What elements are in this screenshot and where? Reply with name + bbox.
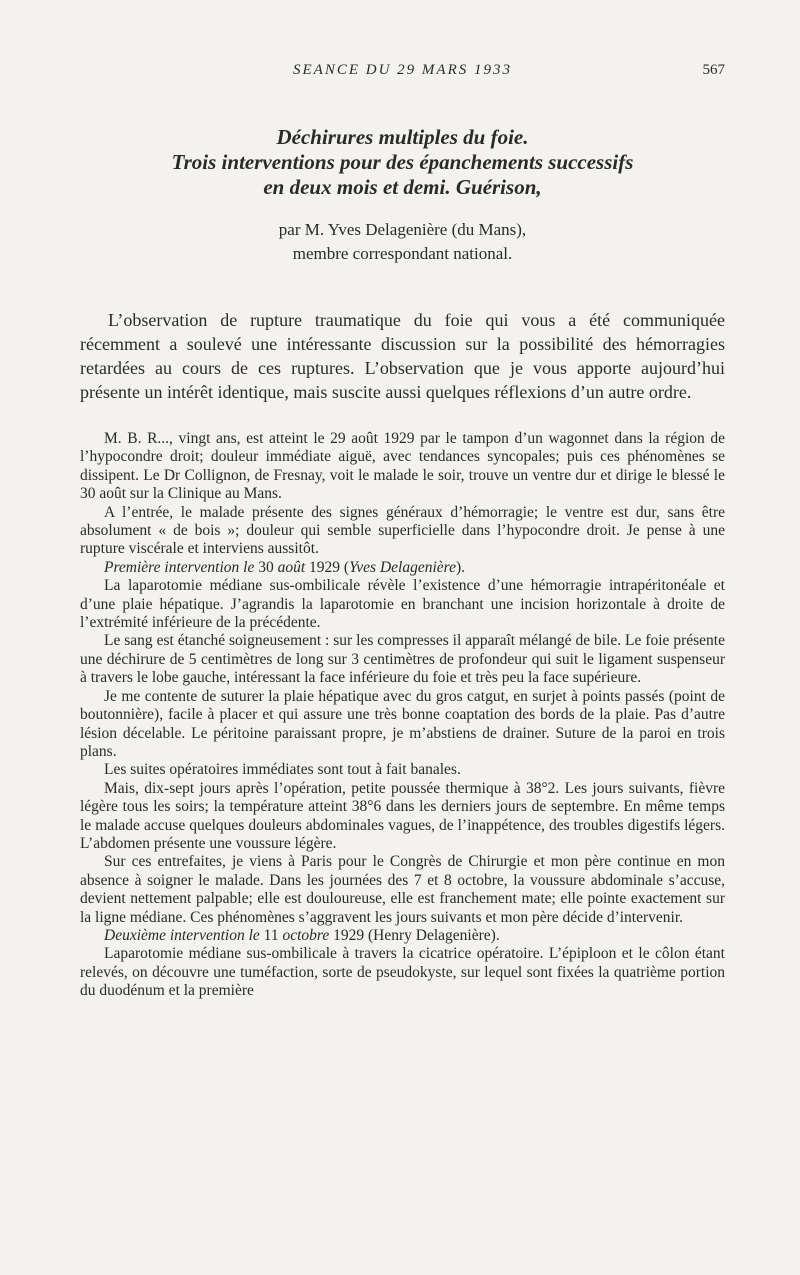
section-author: (Henry Delagenière). xyxy=(368,926,500,944)
title-line-3: en deux mois et demi. Guérison, xyxy=(263,175,542,199)
body-paragraph: Laparotomie médiane sus-ombilicale à travers la cicatrice opératoire. L’épiploon et le côlon étant relevés, on découvre une tuméfaction, sorte de pseudokyste, sur lequel sont fixées la quatrième portion du duodénum et la première xyxy=(80,945,725,1000)
section-heading-first-intervention xyxy=(80,559,725,577)
body-paragraph: M. B. R..., vingt ans, est atteint le 29 août 1929 par le tampon d’un wagonnet dans la région de l’hypocondre droit; douleur immédiate aiguë, avec tendances syncopales; puis ces phénomènes se dissipent. Le Dr Collignon, de Fresnay, voit le malade le soir, trouve un ventre dur et dirige le blessé le 30 août sur la Clinique au Mans. xyxy=(80,430,725,503)
article-body xyxy=(80,430,725,1001)
article-title xyxy=(80,125,725,200)
title-line-2: Trois interventions pour des épanchements successifs xyxy=(171,150,634,174)
running-title: SEANCE DU 29 MARS 1933 xyxy=(293,62,512,78)
body-paragraph: Les suites opératoires immédiates sont tout à fait banales. xyxy=(104,761,461,779)
section-year: 1929 xyxy=(333,926,365,944)
body-paragraph: A l’entrée, le malade présente des signes généraux d’hémorragie; le ventre est dur, sans être absolument « de bois »; douleur qui semble superficielle dans l’hypocondre droit. Je pense à une rupture viscérale et interviens aussitôt. xyxy=(80,503,725,558)
author-byline xyxy=(80,218,725,266)
body-paragraph: Sur ces entrefaites, je viens à Paris pour le Congrès de Chirurgie et mon père continue en mon absence à soigner le malade. Dans les journées des 7 et 8 octobre, la voussure abdominale s’accuse, devient nettement palpable; elle est douloureuse, elle est franchement mate; elle pointe exactement sur la ligne médiane. Ces phénomènes s’aggravent les jours suivants et mon père décide d’intervenir. xyxy=(80,853,725,926)
section-date: 30 xyxy=(258,558,274,576)
author-line-1: par M. Yves Delagenière (du Mans), xyxy=(278,220,527,239)
section-year: 1929 xyxy=(309,558,341,576)
section-author-close: ). xyxy=(456,558,466,576)
intro-paragraph: L’observation de rupture traumatique du foie qui vous a été communiquée récemment a soulevé une intéressante discussion sur la possibilité des hémorragies retardées au cours de ces ruptures. L’observation que je vous apporte aujourd’hui présente un intérêt identique, mais suscite aussi quelques réflexions d’un autre ordre. xyxy=(80,310,725,402)
section-month: octobre xyxy=(282,926,330,944)
section-author-open: ( xyxy=(343,558,350,576)
page-number: 567 xyxy=(702,62,725,78)
section-author: Yves Delagenière xyxy=(349,558,456,576)
title-line-1: Déchirures multiples du foie. xyxy=(276,125,529,149)
body-paragraph: La laparotomie médiane sus-ombilicale révèle l’existence d’une hémorragie intrapéritonéale et d’une plaie hépatique. J’agrandis la laparotomie en branchant une incision horizontale à droite de l’extrémité inférieure de la précédente. xyxy=(80,577,725,632)
body-paragraph: Je me contente de suturer la plaie hépatique avec du gros catgut, en surjet à points passés (point de boutonnière), facile à placer et qui assure une très bonne coaptation des bords de la plaie. Pas d’autre lésion décelable. Le péritoine paraissant propre, je m’abstiens de drainer. Suture de la paroi en trois plans. xyxy=(80,687,725,760)
body-paragraph: Le sang est étanché soigneusement : sur les compresses il apparaît mélangé de bile. Le foie présente une déchirure de 5 centimètres de long sur 3 centimètres de profondeur qui suit le ligament suspenseur à travers le lobe gauche, intéressant la face inférieure du foie et très peu la face supérieure. xyxy=(80,632,725,687)
body-paragraph: Mais, dix-sept jours après l’opération, petite poussée thermique à 38°2. Les jours suivants, fièvre légère tous les soirs; la température atteint 38°6 dans les derniers jours de septembre. En même temps le malade accuse quelques douleurs abdominales vagues, de l’inappétence, des troubles digestifs légers. L’abdomen présente une voussure légère. xyxy=(80,779,725,852)
running-header xyxy=(80,62,725,86)
section-date: 11 xyxy=(263,926,279,944)
section-label: Deuxième intervention le xyxy=(104,926,260,944)
section-month: août xyxy=(277,558,306,576)
author-line-2: membre correspondant national. xyxy=(292,244,513,263)
section-label: Première intervention le xyxy=(104,558,255,576)
section-heading-second-intervention xyxy=(80,927,725,945)
